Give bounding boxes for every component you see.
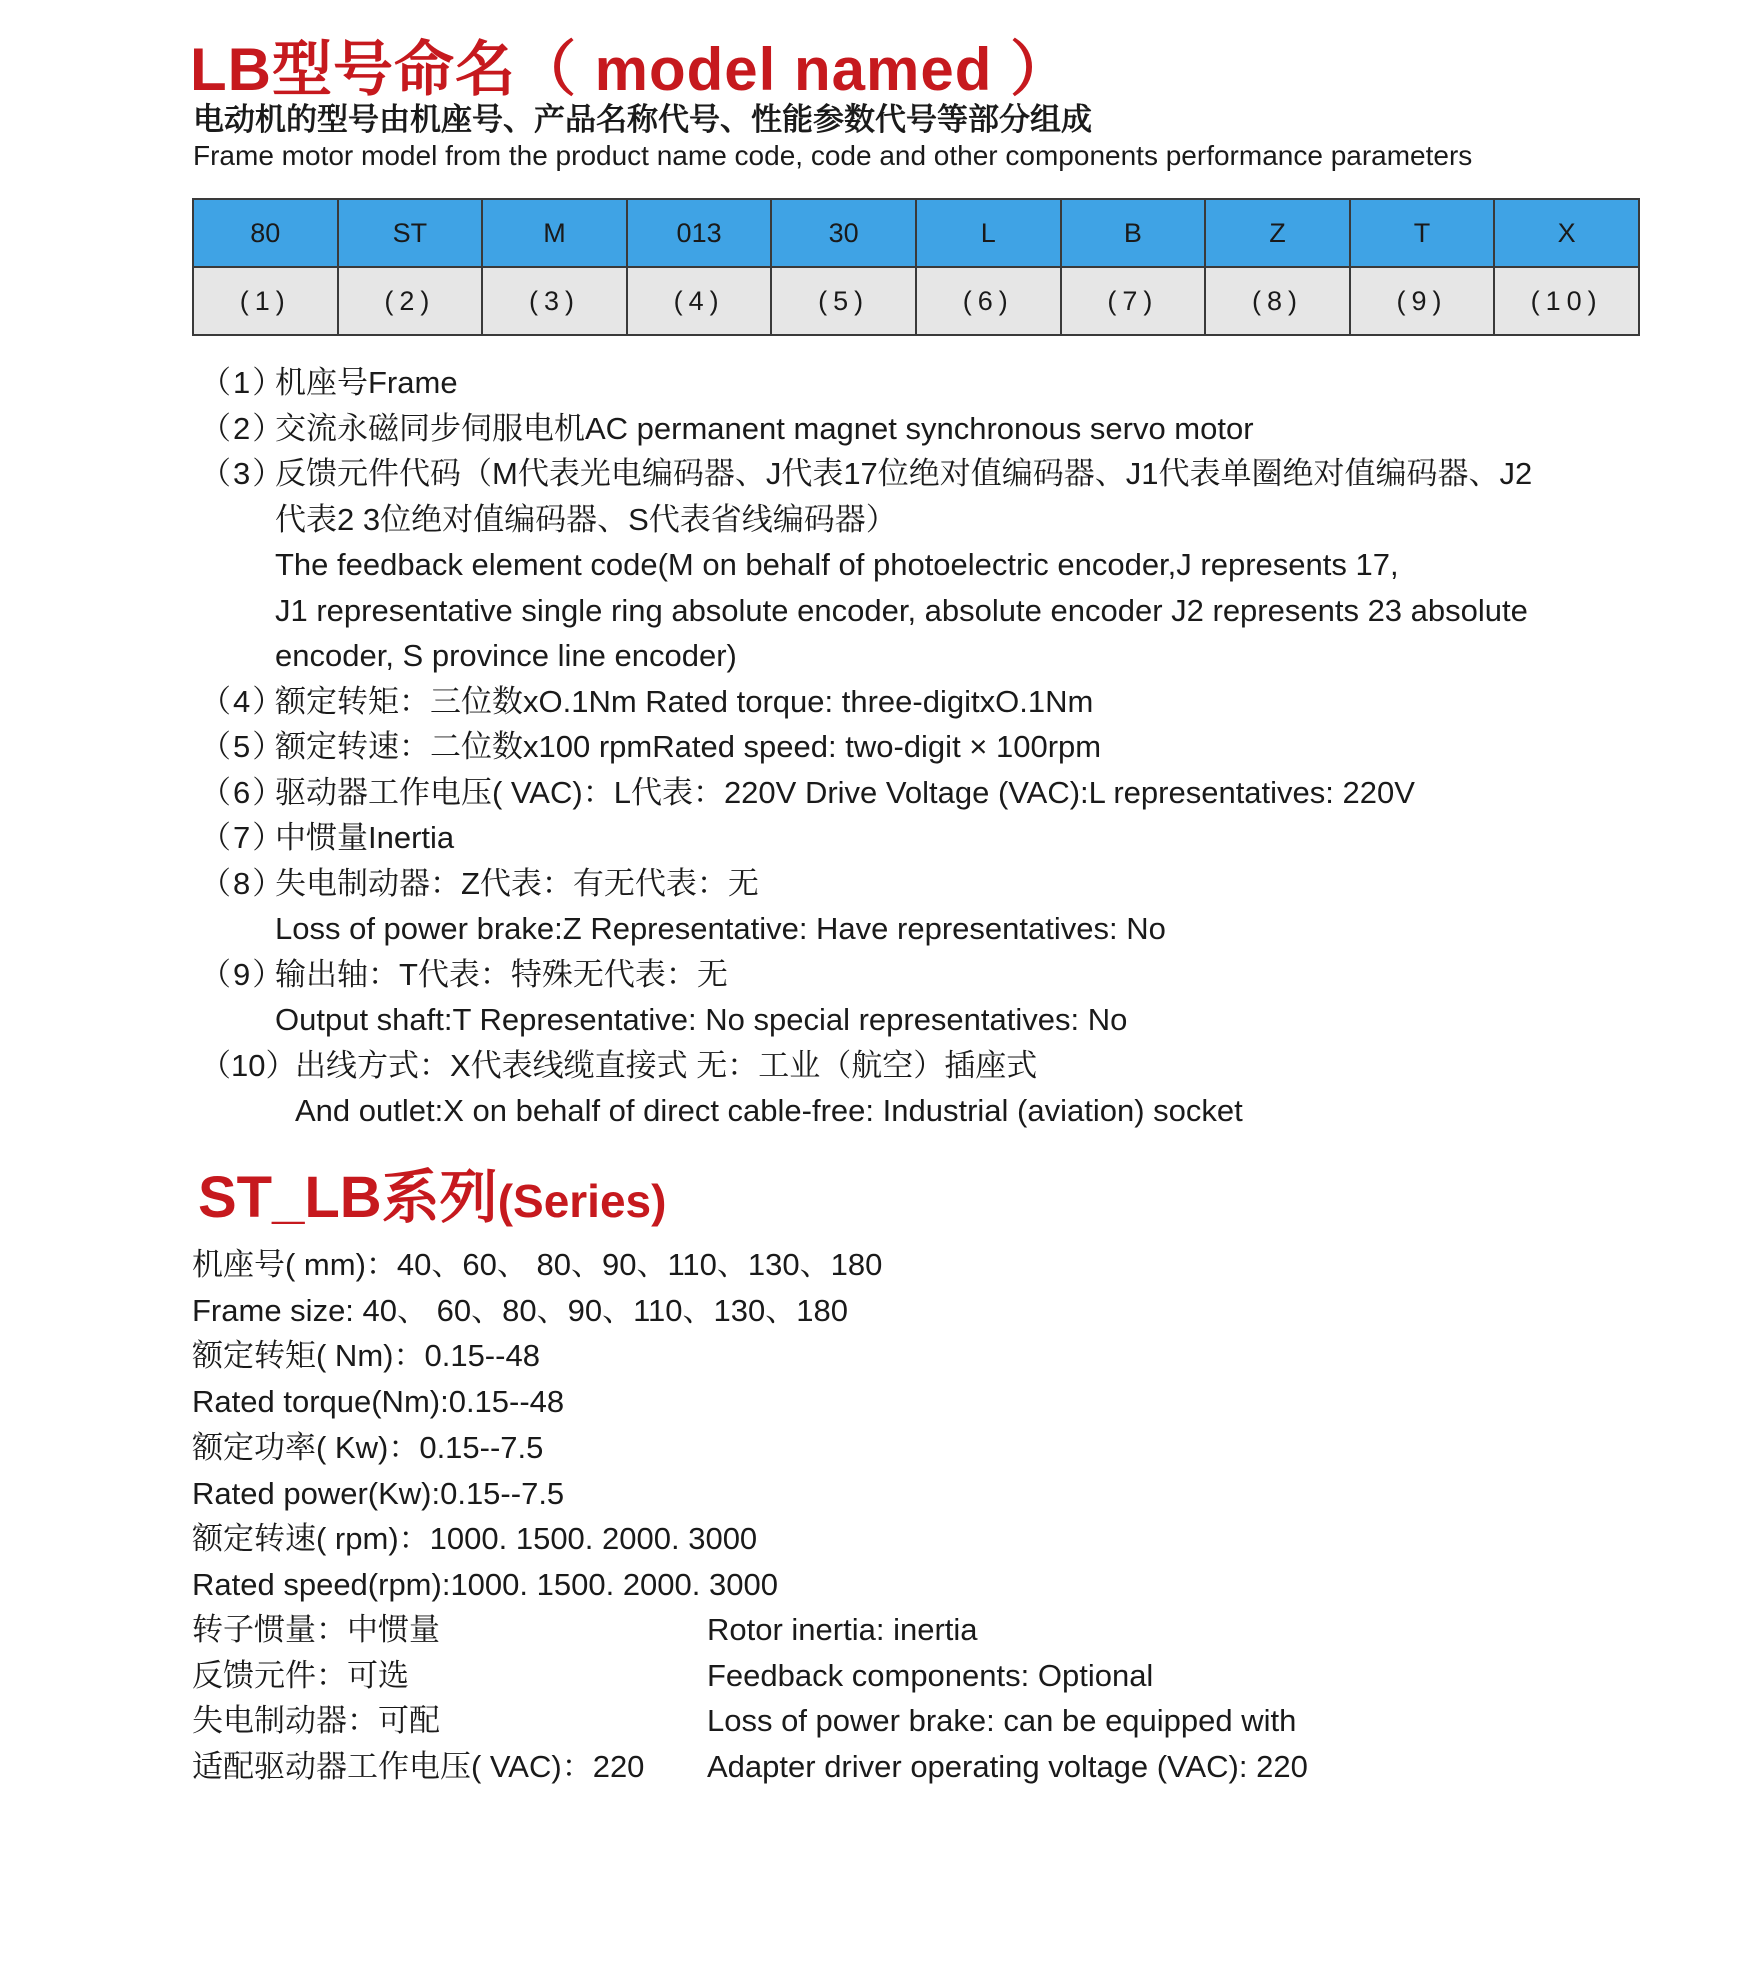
subtitle-english: Frame motor model from the product name code, code and other components performance parameters xyxy=(193,140,1473,171)
spec-line: Rated speed(rpm):1000. 1500. 2000. 3000 xyxy=(192,1566,778,1602)
model-number-row xyxy=(193,267,1639,335)
model-code-cell: B xyxy=(1061,199,1206,267)
spec-pair-row xyxy=(192,1744,1308,1790)
description-text: Loss of power brake:Z Representative: Have representatives: No xyxy=(275,911,1166,946)
model-code-table xyxy=(192,198,1640,336)
spec-pair-chinese: 反馈元件：可选 xyxy=(192,1657,409,1693)
model-number-cell: (6) xyxy=(916,267,1061,335)
description-number: （8） xyxy=(200,865,286,901)
description-text: 出线方式：X代表线缆直接式 无：工业（航空）插座式 xyxy=(295,1047,1038,1083)
series-title-sub: (Series) xyxy=(497,1175,667,1227)
model-code-cell: 013 xyxy=(627,199,772,267)
description-text: And outlet:X on behalf of direct cable-free: Industrial (aviation) socket xyxy=(295,1093,1243,1128)
description-text: 失电制动器：Z代表：有无代表：无 xyxy=(275,865,759,901)
description-item-1 xyxy=(200,360,1660,406)
spec-line: Rated torque(Nm):0.15--48 xyxy=(192,1384,565,1420)
series-title xyxy=(198,1150,666,1234)
spec-pair-english: Rotor inertia: inertia xyxy=(707,1612,978,1647)
description-text: 反馈元件代码（M代表光电编码器、J代表17位绝对值编码器、J1代表单圈绝对值编码器、J2 xyxy=(275,456,1533,491)
series-spec-list xyxy=(192,1242,882,1608)
description-text: 中惯量Inertia xyxy=(275,820,455,855)
spec-line: 机座号( mm)：40、60、 80、90、110、130、180 xyxy=(192,1247,883,1282)
description-item-4 xyxy=(200,679,1660,725)
spec-line: Frame size: 40、 60、80、90、110、130、180 xyxy=(192,1292,848,1328)
spec-line: Rated power(Kw):0.15--7.5 xyxy=(192,1475,565,1511)
description-text: 驱动器工作电压( VAC)：L代表：220V Drive Voltage (VAC):L representatives: 220V xyxy=(275,774,1415,810)
description-item-9 xyxy=(200,952,1660,1043)
spec-line: 额定转速( rpm)：1000. 1500. 2000. 3000 xyxy=(192,1521,758,1557)
spec-pair-row xyxy=(192,1607,1308,1653)
model-code-cell: M xyxy=(482,199,627,267)
description-item-3 xyxy=(200,451,1660,679)
description-text: The feedback element code(M on behalf of photoelectric encoder,J represents 17, xyxy=(275,547,1399,582)
description-text: 代表2 3位绝对值编码器、S代表省线编码器） xyxy=(275,501,897,537)
spec-line: 额定转矩( Nm)：0.15--48 xyxy=(192,1338,540,1374)
description-text: 额定转矩：三位数xO.1Nm Rated torque: three-digitxO.1Nm xyxy=(275,683,1094,719)
description-text: 额定转速：二位数x100 rpmRated speed: two-digit × 100rpm xyxy=(275,729,1102,764)
spec-line: 额定功率( Kw)：0.15--7.5 xyxy=(192,1429,544,1465)
spec-pair-row xyxy=(192,1653,1308,1699)
spec-pair-row xyxy=(192,1698,1308,1744)
model-code-cell: T xyxy=(1350,199,1495,267)
description-text: 机座号Frame xyxy=(275,365,458,400)
model-number-cell: (1) xyxy=(193,267,338,335)
model-number-cell: (8) xyxy=(1205,267,1350,335)
description-number: （1） xyxy=(200,365,286,400)
spec-pair-english: Loss of power brake: can be equipped with xyxy=(707,1703,1297,1739)
series-spec-pairs xyxy=(192,1607,1308,1790)
description-text: 输出轴：T代表：特殊无代表：无 xyxy=(275,956,728,992)
spec-pair-chinese: 失电制动器：可配 xyxy=(192,1703,440,1739)
description-item-7 xyxy=(200,815,1660,861)
model-number-cell: (9) xyxy=(1350,267,1495,335)
model-code-cell: L xyxy=(916,199,1061,267)
spec-pair-english: Adapter driver operating voltage (VAC): 220 xyxy=(707,1749,1308,1785)
description-number: （2） xyxy=(200,410,286,446)
model-code-cell: X xyxy=(1494,199,1639,267)
description-item-5 xyxy=(200,724,1660,770)
model-code-cell: Z xyxy=(1205,199,1350,267)
model-number-cell: (4) xyxy=(627,267,772,335)
series-title-main: ST_LB系列 xyxy=(198,1165,498,1230)
model-number-cell: (10) xyxy=(1494,267,1639,335)
description-item-6 xyxy=(200,770,1660,816)
spec-pair-chinese: 适配驱动器工作电压( VAC)：220 xyxy=(192,1749,645,1785)
description-text: encoder, S province line encoder) xyxy=(275,638,737,673)
description-number: （9） xyxy=(200,956,286,992)
model-code-cell: ST xyxy=(338,199,483,267)
model-code-cell: 30 xyxy=(771,199,916,267)
description-text: Output shaft:T Representative: No special representatives: No xyxy=(275,1002,1128,1037)
description-number: （3） xyxy=(200,456,286,491)
description-item-2 xyxy=(200,406,1660,452)
description-item-10 xyxy=(200,1043,1660,1134)
model-code-row xyxy=(193,199,1639,267)
description-number: （5） xyxy=(200,729,286,764)
model-number-cell: (5) xyxy=(771,267,916,335)
model-code-cell: 80 xyxy=(193,199,338,267)
description-number: （7） xyxy=(200,820,286,855)
spec-pair-chinese: 转子惯量：中惯量 xyxy=(192,1612,440,1647)
description-text: J1 representative single ring absolute encoder, absolute encoder J2 represents 23 absolute xyxy=(275,592,1528,628)
description-text: 交流永磁同步伺服电机AC permanent magnet synchronous servo motor xyxy=(275,410,1254,446)
subtitle-chinese: 电动机的型号由机座号、产品名称代号、性能参数代号等部分组成 xyxy=(193,102,1092,137)
model-number-cell: (2) xyxy=(338,267,483,335)
page-title: LB型号命名（ model named ） xyxy=(190,36,1072,103)
description-number: （6） xyxy=(200,774,286,810)
description-number: （10） xyxy=(200,1047,297,1083)
description-item-8 xyxy=(200,861,1660,952)
model-number-cell: (3) xyxy=(482,267,627,335)
model-number-cell: (7) xyxy=(1061,267,1206,335)
spec-pair-english: Feedback components: Optional xyxy=(707,1657,1154,1693)
model-description-list xyxy=(200,360,1660,1134)
description-number: （4） xyxy=(200,683,286,719)
